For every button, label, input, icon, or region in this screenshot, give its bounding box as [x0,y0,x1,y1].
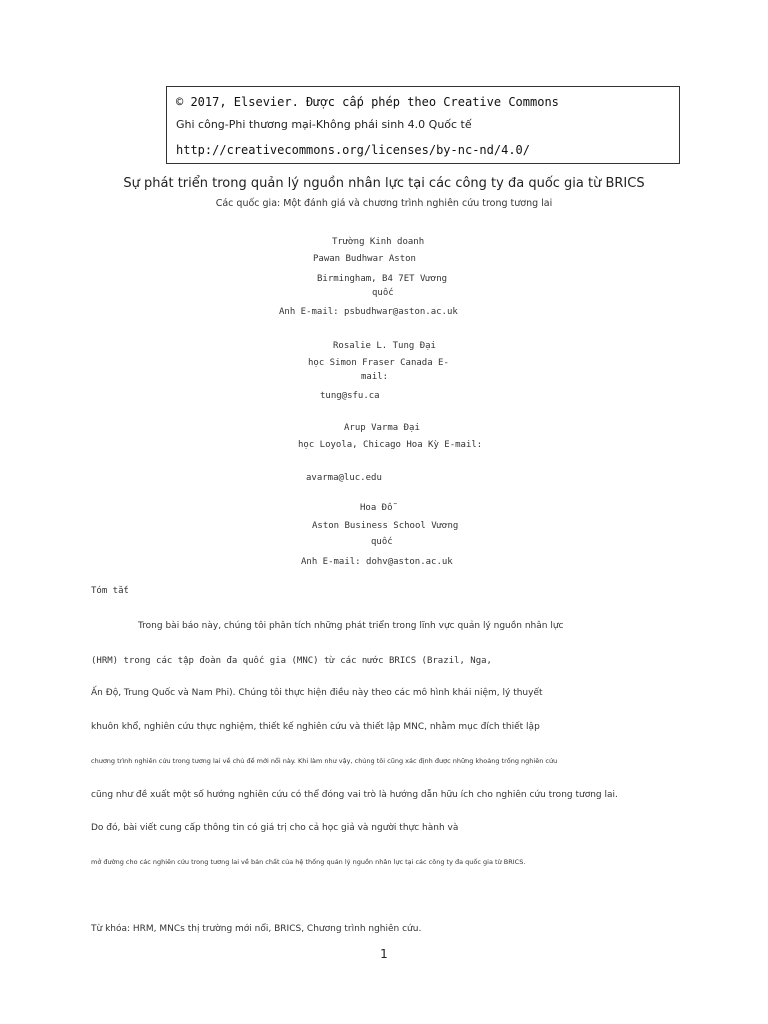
author1-email: Anh E-mail: psbudhwar@aston.ac.uk [279,307,458,317]
page-number: 1 [380,947,388,961]
abstract-line2: (HRM) trong các tập đoàn đa quốc gia (MNC) từ các nước BRICS (Brazil, Nga, [91,656,492,666]
author2-line3: mail: [361,372,389,382]
author3-email: avarma@luc.edu [306,473,382,483]
license-line-2: Ghi công-Phi thương mại-Không phái sinh 4.0 Quốc tế [176,118,472,131]
author2-line2: học Simon Fraser Canada E- [308,358,449,368]
abstract-line6: cũng như đề xuất một số hướng nghiên cứu có thể đóng vai trò là hướng dẫn hữu ích cho nghiên cứu trong tương lai. [91,790,618,800]
author1-line4: quốc [372,288,394,298]
abstract-heading: Tóm tắt [91,586,129,596]
author4-line3: quốc [371,537,393,547]
keywords: Từ khóa: HRM, MNCs thị trường mới nổi, BRICS, Chương trình nghiên cứu. [91,924,422,934]
author4-line2: Aston Business School Vương [312,521,459,531]
license-line-1: © 2017, Elsevier. Được cấp phép theo Creative Commons [176,95,559,109]
abstract-line3: Ấn Độ, Trung Quốc và Nam Phi). Chúng tôi thực hiện điều này theo các mô hình khái niệm, lý thuyết [91,688,543,698]
paper-subtitle: Các quốc gia: Một đánh giá và chương trình nghiên cứu trong tương lai [215,198,553,209]
abstract-line1: Trong bài báo này, chúng tôi phân tích những phát triển trong lĩnh vực quản lý nguồn nhân lực [138,621,564,631]
author2-line1: Rosalie L. Tung Đại [333,341,436,351]
author1-line3: Birmingham, B4 7ET Vương [317,274,448,284]
author3-line1: Arup Varma Đại [344,423,420,433]
author1-line1: Trường Kinh doanh [332,237,425,247]
author4-email: Anh E-mail: dohv@aston.ac.uk [301,557,453,567]
license-url[interactable]: http://creativecommons.org/licenses/by-nc-nd/4.0/ [176,143,531,157]
paper-title: Sự phát triển trong quản lý nguồn nhân lực tại các công ty đa quốc gia từ BRICS [123,176,645,191]
author3-line2: học Loyola, Chicago Hoa Kỳ E-mail: [298,440,483,450]
author4-line1: Hoa Đỗ [360,503,393,513]
author1-line2: Pawan Budhwar Aston [313,254,416,264]
abstract-line5: chương trình nghiên cứu trong tương lai về chủ đề mới nổi này. Khi làm như vậy, chúng tôi cũng xác định được những khoảng trống nghiên cứu [91,757,558,765]
abstract-line7: Do đó, bài viết cung cấp thông tin có giá trị cho cả học giả và người thực hành và [91,823,459,833]
abstract-line4: khuôn khổ, nghiên cứu thực nghiệm, thiết kế nghiên cứu và thiết lập MNC, nhằm mục đích thiết lập [91,722,540,732]
abstract-line8: mở đường cho các nghiên cứu trong tương lai về bản chất của hệ thống quản lý nguồn nhân lực tại các công ty đa quốc gia từ BRICS. [91,858,526,866]
license-box [166,86,680,164]
author2-email: tung@sfu.ca [320,391,380,401]
